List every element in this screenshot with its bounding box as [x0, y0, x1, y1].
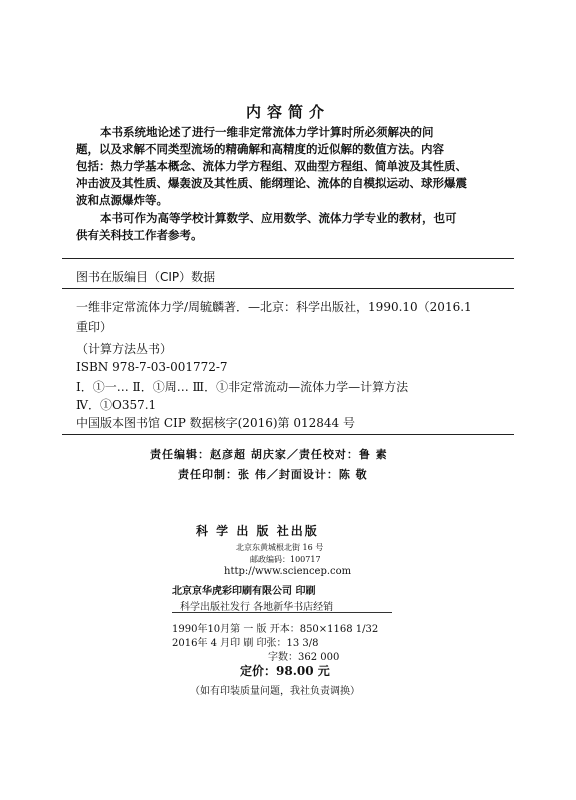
credits-editors: 责任编辑：赵彦超 胡庆家／责任校对：鲁 素 [150, 448, 388, 461]
cip-line: （计算方法丛书） [76, 342, 173, 356]
edition-line: 1990年10月第 一 版 开本：850×1168 1/32 [172, 624, 379, 635]
divider [62, 288, 514, 289]
quality-notice: （如有印装质量问题，我社负责调换） [190, 686, 360, 697]
distribution: 科学出版社发行 各地新华书店经销 [180, 602, 334, 613]
cip-line: 一维非定常流体力学/周毓麟著．—北京：科学出版社，1990.10（2016.1 [76, 300, 472, 314]
summary-heading: 内容简介 [245, 103, 330, 121]
summary-line: 本书系统地论述了进行一维非定常流体力学计算时所必须解决的问 [100, 125, 434, 139]
publisher-postcode: 邮政编码：100717 [250, 555, 321, 564]
summary-line: 波和点源爆炸等。 [76, 193, 168, 207]
credits-production: 责任印制：张 伟／封面设计：陈 敬 [178, 468, 368, 481]
divider [172, 612, 392, 613]
edition-wordcount: 字数：362 000 [268, 652, 340, 663]
edition-line: 2016年 4 月印 刷 印张：13 3/8 [172, 638, 319, 649]
publisher-name: 科 学 出 版 社出版 [196, 524, 319, 538]
divider [62, 434, 514, 435]
printer: 北京京华虎彩印刷有限公司 印刷 [172, 586, 316, 597]
publisher-url: http://www.sciencep.com [224, 566, 352, 577]
summary-paragraph-2 [76, 210, 506, 244]
summary-line: 供有关科技工作者参考。 [76, 228, 203, 242]
publisher-address: 北京东黄城根北街 16 号 [236, 543, 324, 552]
cip-record: 中国版本图书馆 CIP 数据核字(2016)第 012844 号 [76, 416, 355, 430]
cip-line: Ⅳ．①O357.1 [76, 398, 157, 412]
summary-line: 题，以及求解不同类型流场的精确解和高精度的近似解的数值方法。内容 [76, 142, 444, 156]
summary-line: 冲击波及其性质、爆轰波及其性质、能纲理论、流体的自模拟运动、球形爆震 [76, 176, 467, 190]
summary-paragraph-1 [76, 124, 506, 209]
summary-line: 包括：热力学基本概念、流体力学方程组、双曲型方程组、简单波及其性质、 [76, 159, 467, 173]
price: 定价：98.00 元 [240, 664, 330, 678]
cip-header: 图书在版编目（CIP）数据 [76, 270, 216, 284]
cip-line: 重印） [76, 320, 113, 334]
summary-line: 本书可作为高等学校计算数学、应用数学、流体力学专业的教材，也可 [100, 211, 457, 225]
cip-line: Ⅰ．①一… Ⅱ．①周… Ⅲ．①非定常流动—流体力学—计算方法 [76, 380, 409, 394]
divider [62, 258, 514, 259]
cip-line: ISBN 978-7-03-001772-7 [76, 360, 228, 374]
